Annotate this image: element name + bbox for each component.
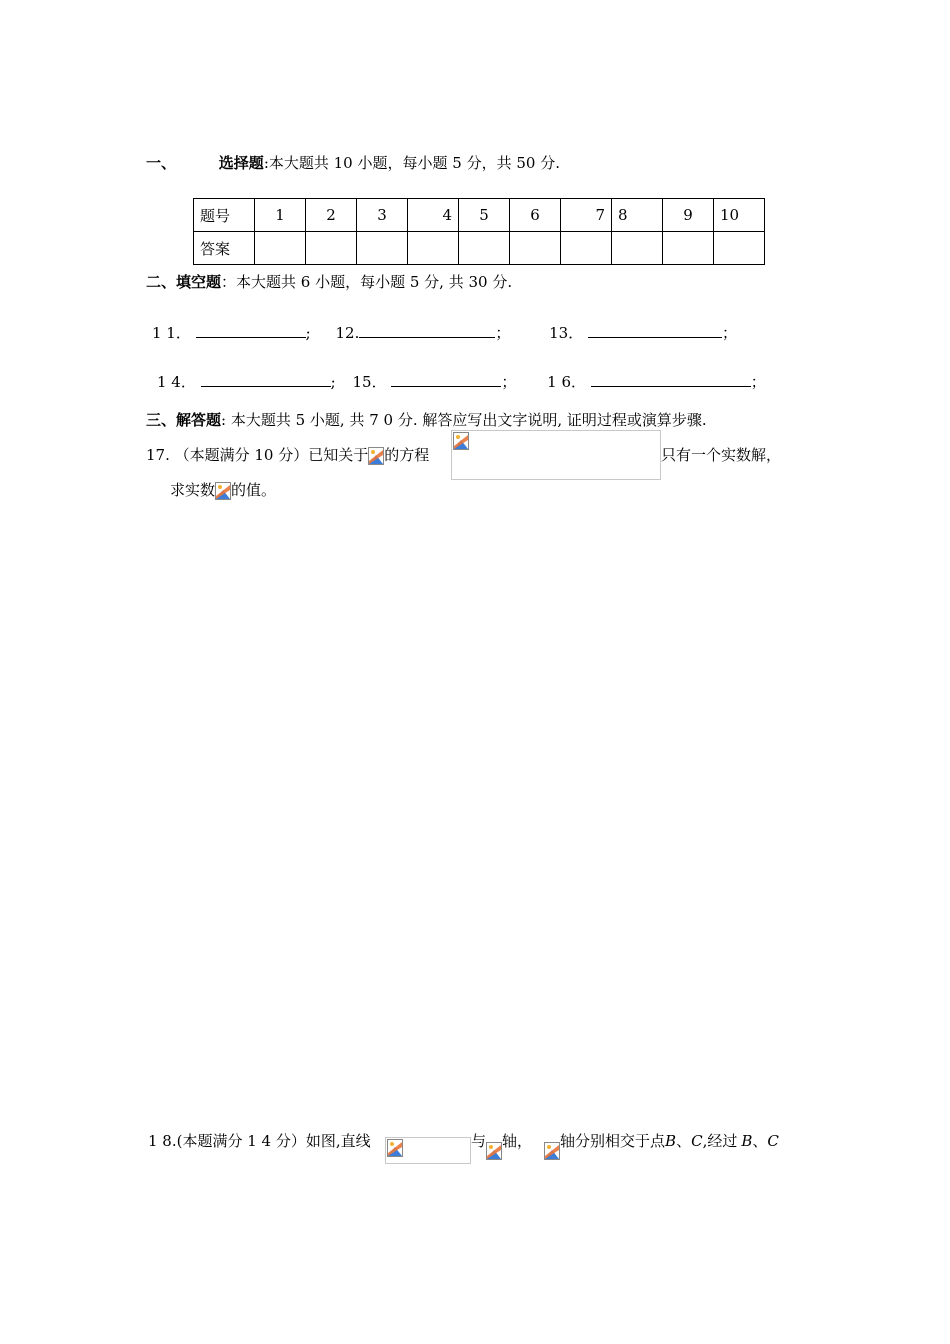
question-number-cell: 3 <box>357 199 408 232</box>
point-c: C <box>691 1132 703 1150</box>
q11-label: 1 1． <box>152 324 191 342</box>
q14-sep: ; <box>330 373 336 391</box>
question-number-cell: 8 <box>612 199 663 232</box>
section2-desc: ：本大题共 6 小题，每小题 5 分, 共 30 分. <box>221 273 513 291</box>
q18-rest <box>471 1130 779 1160</box>
q17-line2-suffix: 的值。 <box>231 481 277 499</box>
section2-title: 二、填空题 <box>146 273 222 291</box>
q15-sep: ； <box>501 373 517 391</box>
section1-desc: :本大题共 10 小题，每小题 5 分，共 50 分. <box>263 154 560 172</box>
q12-sep: ； <box>495 324 511 342</box>
table-row <box>194 199 765 232</box>
q18-axis2: 轴分别相交于点 <box>560 1132 666 1150</box>
section3-desc: : 本大题共 5 小题, 共 7 0 分. 解答应写出文字说明, 证明过程或演算步骤. <box>221 411 707 429</box>
broken-image-icon <box>486 1142 502 1160</box>
blank-row-2 <box>157 371 766 392</box>
q18-line-image <box>385 1137 471 1164</box>
section1-title: 选择题 <box>218 154 264 172</box>
q13-label: 13． <box>549 324 584 342</box>
broken-image-icon <box>368 447 384 465</box>
q18-prefix: 1 8.(本题满分 1 4 分）如图,直线 <box>148 1132 371 1150</box>
point-c: C <box>767 1132 779 1150</box>
q17-line1-suffix: 只有一个实数解， <box>661 446 782 464</box>
answer-cell <box>612 232 663 265</box>
answer-cell <box>306 232 357 265</box>
answer-cell <box>714 232 765 265</box>
question-number-cell: 7 <box>561 199 612 232</box>
q18-axis1: 轴， <box>502 1132 533 1150</box>
broken-image-icon <box>215 482 231 500</box>
q17-line1 <box>146 444 429 465</box>
broken-image-icon <box>387 1139 403 1157</box>
q18-sep2: 、 <box>752 1132 768 1150</box>
section2-heading <box>146 271 512 292</box>
broken-image-icon <box>544 1142 560 1160</box>
q15-blank[interactable] <box>391 372 501 387</box>
q16-label: 1 6． <box>547 373 587 391</box>
broken-image-icon <box>453 432 469 450</box>
q18-pass: ,经过 <box>702 1132 738 1150</box>
q17-line2 <box>170 479 276 500</box>
blank-row-1 <box>152 322 737 343</box>
q18-sep1: 、 <box>676 1132 692 1150</box>
q13-sep: ； <box>722 324 738 342</box>
question-number-cell: 2 <box>306 199 357 232</box>
section1-number: 一、 <box>146 154 177 172</box>
answer-cell <box>357 232 408 265</box>
q18-with: 与 <box>471 1132 487 1150</box>
q11-sep: ; <box>305 324 311 342</box>
q16-blank[interactable] <box>591 372 751 387</box>
q16-sep: ； <box>750 373 766 391</box>
answer-cell <box>561 232 612 265</box>
q13-blank[interactable] <box>588 323 722 338</box>
question-number-cell: 6 <box>510 199 561 232</box>
q14-label: 1 4． <box>157 373 196 391</box>
answer-cell <box>459 232 510 265</box>
q17-prefix: 17. （本题满分 10 分）已知关于 <box>146 446 369 464</box>
question-number-cell: 1 <box>255 199 306 232</box>
answer-cell <box>510 232 561 265</box>
answer-cell <box>255 232 306 265</box>
q15-label: 15． <box>352 373 387 391</box>
section3-title: 三、解答题 <box>146 411 222 429</box>
answer-cell <box>408 232 459 265</box>
point-b: B <box>665 1132 677 1150</box>
q12-label: 12. <box>335 324 360 342</box>
section3-heading <box>146 409 707 430</box>
q17-equation-image <box>451 430 661 480</box>
q12-blank[interactable] <box>359 323 495 338</box>
q11-blank[interactable] <box>196 323 306 338</box>
table-row <box>194 232 765 265</box>
point-b: B <box>741 1132 753 1150</box>
q17-line2-prefix: 求实数 <box>170 481 216 499</box>
table-header-cell: 题号 <box>194 199 255 232</box>
answer-table <box>193 198 765 265</box>
question-number-cell: 5 <box>459 199 510 232</box>
question-number-cell: 4 <box>408 199 459 232</box>
table-header-cell: 答案 <box>194 232 255 265</box>
question-number-cell: 10 <box>714 199 765 232</box>
answer-cell <box>663 232 714 265</box>
section1-heading <box>146 152 560 173</box>
q17-mid: 的方程 <box>384 446 430 464</box>
q14-blank[interactable] <box>201 372 331 387</box>
question-number-cell: 9 <box>663 199 714 232</box>
